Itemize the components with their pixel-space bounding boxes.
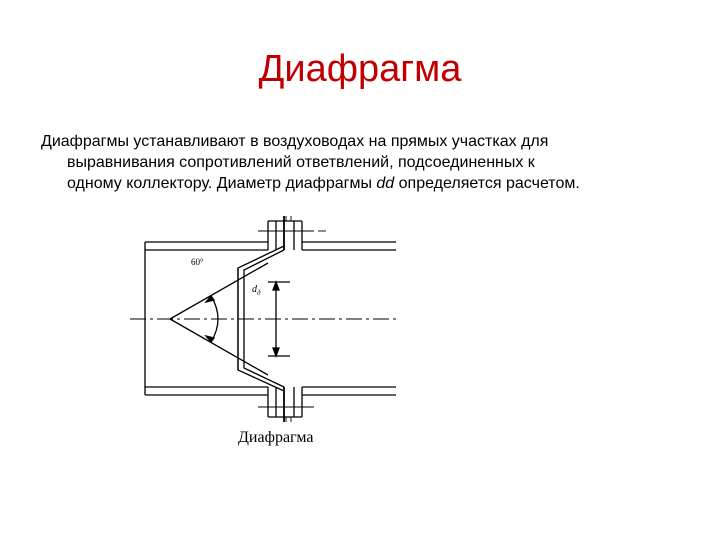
diagram-caption: Диафрагма: [238, 429, 314, 446]
angle-arrow-top: [206, 296, 214, 302]
paragraph-continuation: [41, 152, 681, 194]
angle-arc: [211, 296, 218, 342]
angle-label: 60°: [191, 257, 204, 267]
diameter-label-sub: д: [257, 289, 261, 297]
paragraph-text-after: определяется расчетом.: [394, 175, 580, 192]
slide-title: Диафрагма: [258, 48, 462, 90]
cone-lower-line: [170, 319, 268, 375]
diameter-arrow-bottom: [273, 348, 279, 356]
diameter-label: [252, 284, 261, 297]
cone-upper-line: [170, 263, 268, 319]
paragraph-text-before: выравнивания сопротивлений ответвлений, подсоединенных к одному коллектору. Диаметр диафрагмы: [67, 154, 535, 192]
body-paragraph: [41, 131, 681, 194]
paragraph-line-1: Диафрагмы устанавливают в воздуховодах на прямых участках для: [41, 133, 549, 150]
bottom-flange: [258, 387, 314, 422]
diameter-symbol: dd: [376, 175, 395, 192]
top-flange: [258, 216, 326, 250]
diaphragm-cone: [238, 246, 284, 391]
diameter-label-main: d: [252, 284, 257, 295]
angle-arrow-bottom: [206, 336, 214, 342]
diameter-arrow-top: [273, 282, 279, 290]
